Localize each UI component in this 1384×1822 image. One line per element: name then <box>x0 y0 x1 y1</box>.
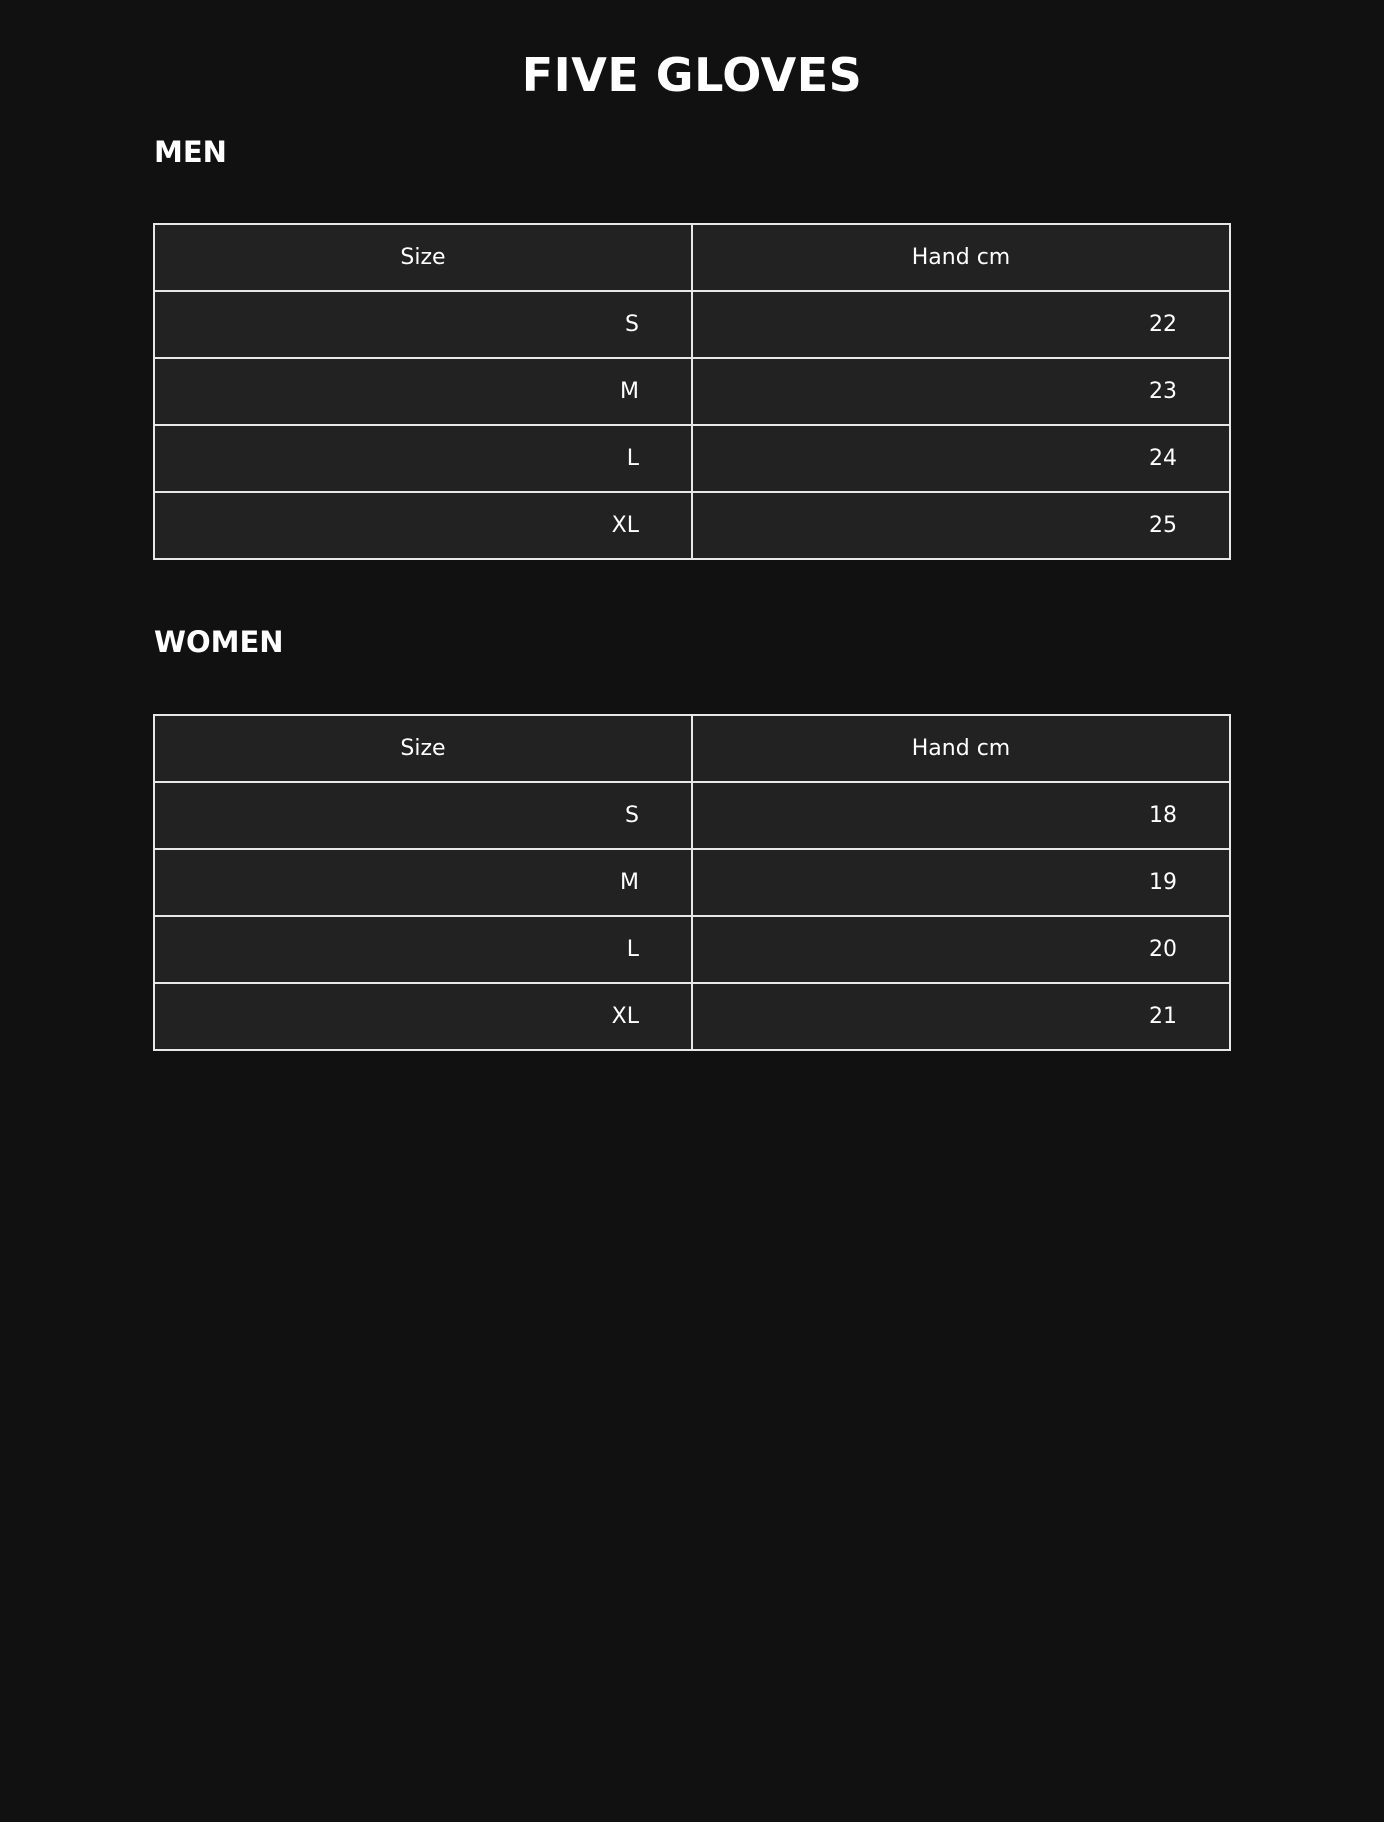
hand-cm-cell: 22 <box>692 291 1230 358</box>
table-row <box>154 983 1230 1050</box>
size-cell: XL <box>154 492 692 559</box>
women-size-table <box>153 714 1231 1051</box>
size-cell: L <box>154 425 692 492</box>
table-row <box>154 425 1230 492</box>
table-row <box>154 916 1230 983</box>
size-cell: S <box>154 782 692 849</box>
size-cell: M <box>154 358 692 425</box>
size-column-header: Size <box>154 224 692 291</box>
hand-cm-cell: 18 <box>692 782 1230 849</box>
table-row <box>154 782 1230 849</box>
size-cell: L <box>154 916 692 983</box>
size-cell: S <box>154 291 692 358</box>
size-cell: M <box>154 849 692 916</box>
hand-cm-cell: 25 <box>692 492 1230 559</box>
size-cell: XL <box>154 983 692 1050</box>
table-row <box>154 849 1230 916</box>
hand-cm-cell: 23 <box>692 358 1230 425</box>
size-column-header: Size <box>154 715 692 782</box>
table-row <box>154 291 1230 358</box>
men-section-heading: MEN <box>154 135 227 169</box>
table-row <box>154 492 1230 559</box>
men-size-table <box>153 223 1231 560</box>
table-row <box>154 358 1230 425</box>
women-section-heading: WOMEN <box>154 625 284 659</box>
hand-cm-column-header: Hand cm <box>692 224 1230 291</box>
hand-cm-cell: 21 <box>692 983 1230 1050</box>
table-header-row <box>154 715 1230 782</box>
table-header-row <box>154 224 1230 291</box>
hand-cm-cell: 20 <box>692 916 1230 983</box>
page-title: FIVE GLOVES <box>521 48 863 102</box>
hand-cm-cell: 19 <box>692 849 1230 916</box>
hand-cm-cell: 24 <box>692 425 1230 492</box>
hand-cm-column-header: Hand cm <box>692 715 1230 782</box>
